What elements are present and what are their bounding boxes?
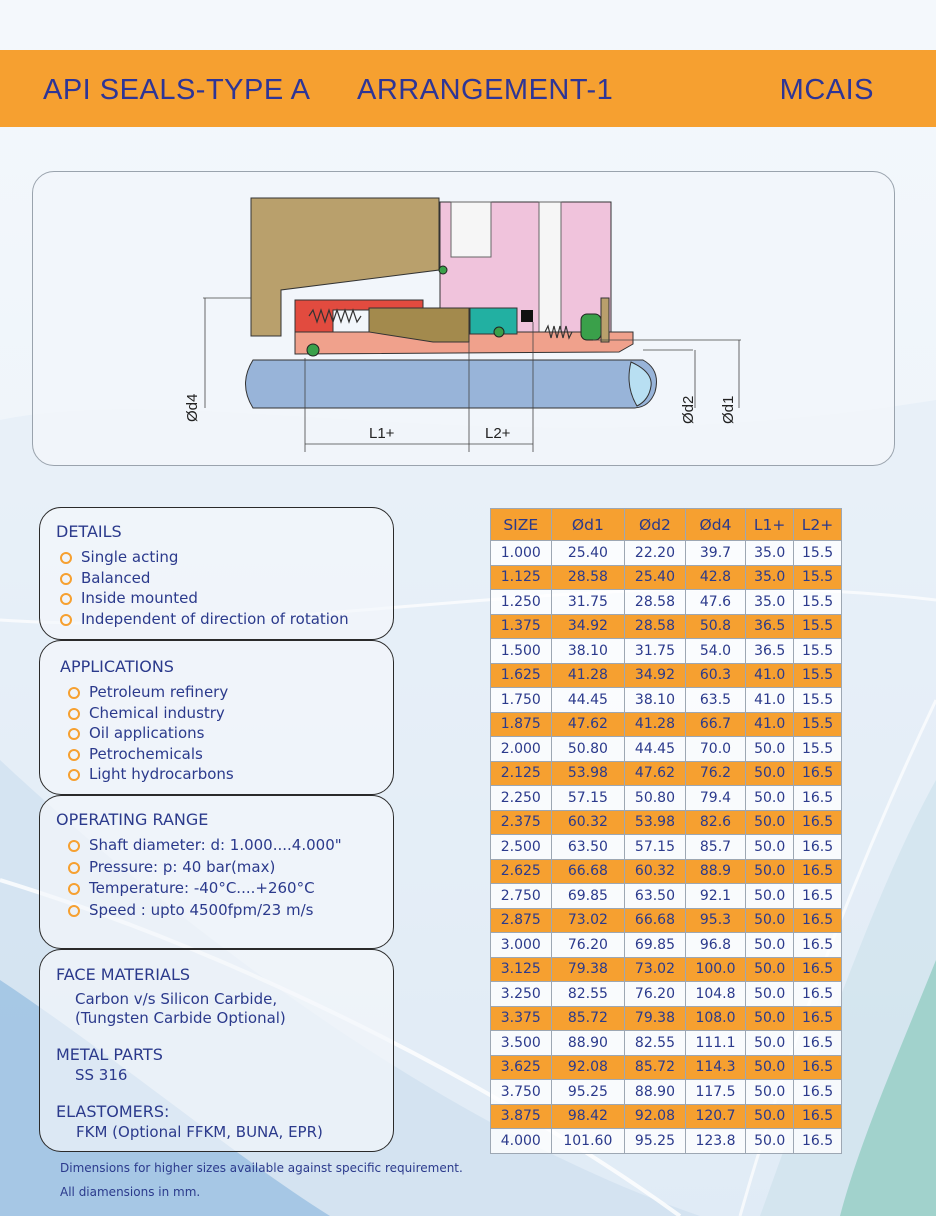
diagram-label-l2: L2+: [485, 425, 511, 442]
table-cell: 79.38: [551, 957, 625, 982]
table-cell: 42.8: [685, 565, 746, 590]
table-cell: 16.5: [794, 786, 842, 811]
table-cell: 2.250: [491, 786, 552, 811]
table-cell: 16.5: [794, 1006, 842, 1031]
table-cell: 15.5: [794, 737, 842, 762]
table-cell: 92.08: [551, 1055, 625, 1080]
table-cell: 95.3: [685, 908, 746, 933]
table-cell: 16.5: [794, 957, 842, 982]
table-cell: 41.28: [625, 712, 686, 737]
table-cell: 92.08: [625, 1104, 686, 1129]
table-cell: 50.0: [746, 1031, 794, 1056]
table-cell: 47.62: [551, 712, 625, 737]
table-row: [491, 786, 842, 811]
table-cell: 54.0: [685, 639, 746, 664]
table-cell: 2.375: [491, 810, 552, 835]
table-cell: 57.15: [625, 835, 686, 860]
table-cell: 50.0: [746, 933, 794, 958]
table-cell: 63.50: [625, 884, 686, 909]
diagram-label-d1: Ød1: [720, 395, 737, 424]
table-cell: 79.38: [625, 1006, 686, 1031]
table-cell: 38.10: [625, 688, 686, 713]
table-cell: 3.125: [491, 957, 552, 982]
diagram-label-d4: Ød4: [184, 393, 201, 422]
table-cell: 82.6: [685, 810, 746, 835]
table-cell: 57.15: [551, 786, 625, 811]
table-cell: 76.20: [625, 982, 686, 1007]
table-cell: 1.500: [491, 639, 552, 664]
table-cell: 28.58: [625, 590, 686, 615]
list-item: Independent of direction of rotation: [56, 609, 393, 630]
table-cell: 41.0: [746, 663, 794, 688]
table-cell: 70.0: [685, 737, 746, 762]
face-materials-line: Carbon v/s Silicon Carbide,: [75, 990, 278, 1008]
table-cell: 108.0: [685, 1006, 746, 1031]
table-cell: 50.0: [746, 761, 794, 786]
table-cell: 1.625: [491, 663, 552, 688]
table-cell: 79.4: [685, 786, 746, 811]
table-cell: 16.5: [794, 1080, 842, 1105]
list-item: Light hydrocarbons: [60, 764, 393, 785]
table-cell: 95.25: [625, 1129, 686, 1154]
table-cell: 1.250: [491, 590, 552, 615]
table-cell: 50.0: [746, 859, 794, 884]
list-item: Chemical industry: [60, 703, 393, 724]
table-cell: 63.5: [685, 688, 746, 713]
table-cell: 2.625: [491, 859, 552, 884]
table-cell: 3.750: [491, 1080, 552, 1105]
table-header-cell: L2+: [794, 509, 842, 541]
table-cell: 123.8: [685, 1129, 746, 1154]
table-header-cell: SIZE: [491, 509, 552, 541]
table-cell: 15.5: [794, 565, 842, 590]
table-cell: 104.8: [685, 982, 746, 1007]
table-cell: 60.3: [685, 663, 746, 688]
table-row: [491, 835, 842, 860]
table-cell: 1.875: [491, 712, 552, 737]
table-cell: 76.20: [551, 933, 625, 958]
note-units: All diamensions in mm.: [60, 1185, 201, 1199]
table-cell: 36.5: [746, 614, 794, 639]
list-item: Speed : upto 4500fpm/23 m/s: [56, 900, 393, 922]
table-cell: 50.0: [746, 1104, 794, 1129]
applications-panel: [39, 640, 394, 795]
table-cell: 82.55: [551, 982, 625, 1007]
table-row: [491, 810, 842, 835]
table-cell: 100.0: [685, 957, 746, 982]
table-cell: 120.7: [685, 1104, 746, 1129]
table-header-cell: Ød2: [625, 509, 686, 541]
face-materials-panel: [39, 949, 394, 1152]
table-cell: 28.58: [625, 614, 686, 639]
table-cell: 95.25: [551, 1080, 625, 1105]
table-row: [491, 1129, 842, 1154]
table-cell: 96.8: [685, 933, 746, 958]
table-cell: 3.625: [491, 1055, 552, 1080]
table-cell: 53.98: [551, 761, 625, 786]
table-row: [491, 541, 842, 566]
details-title: DETAILS: [56, 522, 122, 541]
table-cell: 2.500: [491, 835, 552, 860]
table-cell: 66.68: [551, 859, 625, 884]
seal-drawing: [33, 172, 896, 467]
header-model-code: MCAIS: [779, 74, 874, 106]
table-cell: 3.500: [491, 1031, 552, 1056]
table-cell: 50.0: [746, 1006, 794, 1031]
table-cell: 73.02: [551, 908, 625, 933]
table-cell: 28.58: [551, 565, 625, 590]
list-item: Petrochemicals: [60, 744, 393, 765]
table-cell: 47.6: [685, 590, 746, 615]
list-item: Inside mounted: [56, 588, 393, 609]
table-cell: 25.40: [625, 565, 686, 590]
table-row: [491, 933, 842, 958]
table-cell: 66.68: [625, 908, 686, 933]
table-row: [491, 908, 842, 933]
list-item: Petroleum refinery: [60, 682, 393, 703]
diagram-label-l1: L1+: [369, 425, 395, 442]
table-cell: 2.000: [491, 737, 552, 762]
table-cell: 25.40: [551, 541, 625, 566]
table-row: [491, 884, 842, 909]
table-cell: 63.50: [551, 835, 625, 860]
seal-cross-section-diagram: [32, 171, 895, 466]
diagram-label-d2: Ød2: [680, 395, 697, 424]
table-cell: 15.5: [794, 663, 842, 688]
table-cell: 31.75: [551, 590, 625, 615]
table-cell: 2.875: [491, 908, 552, 933]
table-cell: 1.375: [491, 614, 552, 639]
details-list: [56, 547, 393, 629]
table-cell: 3.375: [491, 1006, 552, 1031]
table-row: [491, 761, 842, 786]
metal-parts-value: SS 316: [75, 1066, 128, 1084]
table-header-row: [491, 509, 842, 541]
operating-range-panel: [39, 795, 394, 949]
table-header-cell: L1+: [746, 509, 794, 541]
table-cell: 35.0: [746, 590, 794, 615]
table-cell: 31.75: [625, 639, 686, 664]
table-cell: 34.92: [551, 614, 625, 639]
metal-parts-title: METAL PARTS: [56, 1045, 163, 1064]
table-cell: 41.0: [746, 688, 794, 713]
table-cell: 88.90: [625, 1080, 686, 1105]
table-cell: 50.0: [746, 737, 794, 762]
table-cell: 15.5: [794, 639, 842, 664]
table-cell: 85.72: [551, 1006, 625, 1031]
list-item: Single acting: [56, 547, 393, 568]
applications-title: APPLICATIONS: [60, 657, 174, 676]
table-cell: 4.000: [491, 1129, 552, 1154]
table-cell: 88.90: [551, 1031, 625, 1056]
table-cell: 15.5: [794, 590, 842, 615]
table-cell: 50.0: [746, 1080, 794, 1105]
table-row: [491, 737, 842, 762]
table-cell: 69.85: [551, 884, 625, 909]
table-cell: 39.7: [685, 541, 746, 566]
dimensions-table: [490, 508, 842, 1154]
list-item: Temperature: -40°C....+260°C: [56, 878, 393, 900]
table-header-cell: Ød1: [551, 509, 625, 541]
table-row: [491, 1031, 842, 1056]
list-item: Balanced: [56, 568, 393, 589]
list-item: Oil applications: [60, 723, 393, 744]
operating-range-title: OPERATING RANGE: [56, 810, 209, 829]
table-cell: 82.55: [625, 1031, 686, 1056]
table-cell: 50.0: [746, 957, 794, 982]
table-body: [491, 541, 842, 1154]
table-row: [491, 1006, 842, 1031]
table-cell: 1.000: [491, 541, 552, 566]
table-cell: 60.32: [625, 859, 686, 884]
table-cell: 50.8: [685, 614, 746, 639]
table-cell: 98.42: [551, 1104, 625, 1129]
table-cell: 16.5: [794, 1104, 842, 1129]
table-cell: 3.250: [491, 982, 552, 1007]
face-materials-title: FACE MATERIALS: [56, 965, 191, 984]
table-row: [491, 957, 842, 982]
table-cell: 16.5: [794, 1129, 842, 1154]
table-cell: 35.0: [746, 565, 794, 590]
table-cell: 22.20: [625, 541, 686, 566]
table-cell: 16.5: [794, 810, 842, 835]
table-cell: 3.000: [491, 933, 552, 958]
table-cell: 117.5: [685, 1080, 746, 1105]
table-cell: 16.5: [794, 859, 842, 884]
table-cell: 16.5: [794, 884, 842, 909]
table-cell: 66.7: [685, 712, 746, 737]
table-cell: 16.5: [794, 761, 842, 786]
table-cell: 3.875: [491, 1104, 552, 1129]
elastomers-value: FKM (Optional FFKM, BUNA, EPR): [76, 1123, 323, 1141]
table-cell: 15.5: [794, 688, 842, 713]
table-cell: 101.60: [551, 1129, 625, 1154]
note-higher-sizes: Dimensions for higher sizes available against specific requirement.: [60, 1161, 463, 1175]
table-cell: 50.80: [551, 737, 625, 762]
table-cell: 16.5: [794, 908, 842, 933]
table-header-cell: Ød4: [685, 509, 746, 541]
table-row: [491, 590, 842, 615]
table-cell: 38.10: [551, 639, 625, 664]
table-cell: 50.0: [746, 786, 794, 811]
table-cell: 41.28: [551, 663, 625, 688]
table-cell: 41.0: [746, 712, 794, 737]
table-cell: 36.5: [746, 639, 794, 664]
table-cell: 50.0: [746, 1055, 794, 1080]
table-cell: 16.5: [794, 835, 842, 860]
table-cell: 1.125: [491, 565, 552, 590]
table-cell: 92.1: [685, 884, 746, 909]
table-row: [491, 1104, 842, 1129]
table-cell: 34.92: [625, 663, 686, 688]
table-cell: 16.5: [794, 1031, 842, 1056]
table-cell: 50.0: [746, 982, 794, 1007]
operating-range-list: [56, 835, 393, 921]
table-cell: 50.0: [746, 884, 794, 909]
table-cell: 50.0: [746, 835, 794, 860]
table-cell: 16.5: [794, 933, 842, 958]
table-cell: 73.02: [625, 957, 686, 982]
table-cell: 1.750: [491, 688, 552, 713]
table-cell: 15.5: [794, 614, 842, 639]
table-row: [491, 663, 842, 688]
table-row: [491, 712, 842, 737]
table-cell: 50.0: [746, 1129, 794, 1154]
table-cell: 76.2: [685, 761, 746, 786]
table-cell: 15.5: [794, 541, 842, 566]
details-panel: [39, 507, 394, 640]
table-cell: 69.85: [625, 933, 686, 958]
table-row: [491, 982, 842, 1007]
table-cell: 44.45: [625, 737, 686, 762]
table-cell: 53.98: [625, 810, 686, 835]
table-cell: 85.72: [625, 1055, 686, 1080]
elastomers-title: ELASTOMERS:: [56, 1102, 170, 1121]
table-cell: 114.3: [685, 1055, 746, 1080]
table-row: [491, 565, 842, 590]
table-row: [491, 688, 842, 713]
table-row: [491, 1055, 842, 1080]
list-item: Pressure: p: 40 bar(max): [56, 857, 393, 879]
table-cell: 35.0: [746, 541, 794, 566]
page-header: [0, 50, 936, 127]
table-cell: 50.0: [746, 908, 794, 933]
table-cell: 16.5: [794, 1055, 842, 1080]
table-cell: 50.0: [746, 810, 794, 835]
table-cell: 85.7: [685, 835, 746, 860]
applications-list: [60, 682, 393, 785]
table-cell: 50.80: [625, 786, 686, 811]
list-item: Shaft diameter: d: 1.000....4.000": [56, 835, 393, 857]
table-row: [491, 614, 842, 639]
table-cell: 15.5: [794, 712, 842, 737]
table-cell: 111.1: [685, 1031, 746, 1056]
table-cell: 44.45: [551, 688, 625, 713]
header-arrangement: ARRANGEMENT-1: [357, 74, 614, 106]
table-cell: 2.750: [491, 884, 552, 909]
table-cell: 2.125: [491, 761, 552, 786]
table-row: [491, 1080, 842, 1105]
header-product-title: API SEALS-TYPE A: [43, 74, 311, 106]
table-row: [491, 859, 842, 884]
table-cell: 16.5: [794, 982, 842, 1007]
table-cell: 47.62: [625, 761, 686, 786]
table-cell: 88.9: [685, 859, 746, 884]
face-materials-line: (Tungsten Carbide Optional): [75, 1009, 286, 1027]
table-cell: 60.32: [551, 810, 625, 835]
table-row: [491, 639, 842, 664]
